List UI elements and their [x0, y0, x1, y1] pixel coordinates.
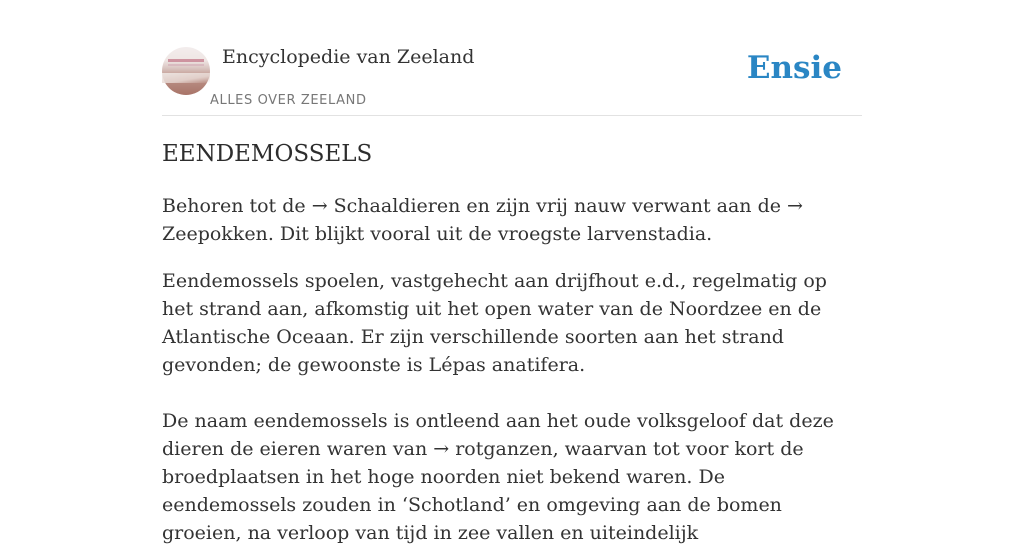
cross-reference-link[interactable]: rotganzen — [449, 438, 553, 460]
paragraph-text: , waarvan tot voor kort de broedplaatsen in het hoge noorden niet bekend waren. De eendemossels zouden in ‘Schotland’ en omgeving aan de bomen groeien, na verloop van tijd in zee vallen en uiteindelijk — [162, 438, 804, 544]
avatar-decoration — [162, 73, 210, 83]
site-avatar[interactable] — [162, 47, 210, 95]
cross-reference-link[interactable]: Schaaldieren — [327, 195, 461, 217]
article-content — [162, 192, 862, 547]
site-header — [162, 0, 862, 116]
cross-reference-link[interactable]: Zeepokken — [162, 223, 268, 245]
article-paragraph — [162, 192, 862, 248]
avatar-decoration — [168, 59, 204, 62]
arrow-icon: → — [433, 438, 450, 460]
site-title[interactable]: Encyclopedie van Zeeland — [222, 46, 475, 68]
article-paragraph — [162, 407, 862, 547]
brand-logo[interactable]: Ensie — [746, 50, 842, 86]
page — [162, 0, 862, 544]
paragraph-text: Behoren tot de — [162, 195, 312, 217]
paragraph-text: . Dit blijkt vooral uit de vroegste larvenstadia. — [267, 223, 713, 245]
article-paragraph: Eendemossels spoelen, vastgehecht aan drijfhout e.d., regelmatig op het strand aan, afkomstig uit het open water van de Noordzee en de Atlantische Oceaan. Er zijn verschillende soorten aan het strand gevonden; de gewoonste is Lépas anatifera. — [162, 270, 827, 376]
arrow-icon: → — [787, 195, 803, 217]
paragraph-text: De naam eendemossels is ontleend aan het oude volksgeloof dat deze dieren de eieren waren van — [162, 410, 834, 460]
arrow-icon: → — [311, 195, 328, 217]
site-subtitle: ALLES OVER ZEELAND — [210, 93, 367, 108]
paragraph-text: en zijn vrij nauw verwant aan de — [460, 195, 788, 217]
avatar-decoration — [168, 64, 204, 66]
article-title: EENDEMOSSELS — [162, 141, 373, 167]
